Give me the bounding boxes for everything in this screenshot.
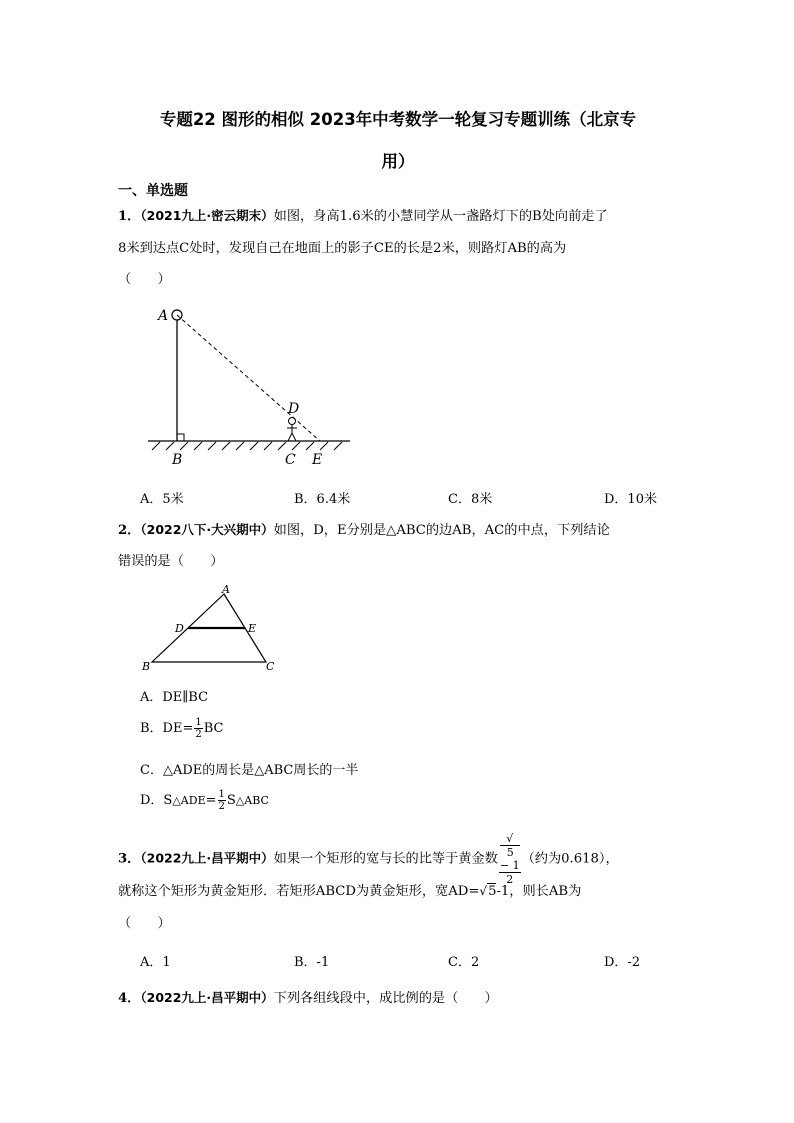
q2-option-a[interactable]: A．DE∥BC [140, 690, 209, 705]
q3-golden-fraction [499, 832, 521, 886]
q3-number: 3． [118, 851, 141, 867]
q1-number: 1． [118, 209, 141, 224]
q1-label-A: A [158, 308, 169, 324]
q2-label-D: D [175, 622, 184, 635]
q2-text1: 如图，D，E分别是△ABC的边AB，AC的中点，下列结论 [273, 523, 610, 538]
q1-text1: 如图，身高1.6米的小慧同学从一盏路灯下的B处向前走了 [273, 209, 608, 224]
q3-text1-post: （约为0.618）， [521, 851, 619, 867]
page-title-line1: 专题22 图形的相似 2023年中考数学一轮复习专题训练（北京专 [159, 110, 637, 129]
section-heading: 一、单选题 [118, 183, 188, 199]
q2-line1 [118, 519, 610, 538]
q2-option-d-eq: = [205, 793, 217, 808]
q1-light-ray [177, 315, 320, 441]
q3-golden-denominator: 2 [506, 873, 514, 886]
q1-option-d[interactable]: D．10米 [604, 492, 657, 507]
q1-figure [140, 300, 360, 470]
q2-option-d-half [218, 789, 226, 812]
q3-text2-pre: 就称这个矩形为黄金矩形．若矩形ABCD为黄金矩形，宽AD= [118, 884, 480, 899]
q2-option-d-sub2: △ABC [235, 794, 269, 807]
q3-text2-post: -1，则长AB为 [496, 884, 582, 899]
q3-option-b[interactable]: B．-1 [294, 955, 330, 970]
q2-number: 2． [118, 523, 141, 538]
q2-option-b-post: BC [203, 721, 224, 736]
q2-label-E: E [248, 622, 257, 635]
q2-label-A: A [222, 583, 230, 596]
q1-label-D: D [288, 401, 300, 417]
page-title-line2: 用） [381, 152, 415, 171]
q2-option-d-pre: D．S [140, 793, 173, 808]
q2-label-C: C [266, 660, 275, 673]
q2-option-d-s: S [226, 793, 236, 808]
q3-line1 [118, 832, 619, 886]
q4-text1: 下列各组线段中，成比例的是（ ） [273, 991, 498, 1006]
q4-number: 4． [118, 991, 141, 1006]
q2-half-num: 1 [195, 717, 202, 728]
q4-source: （2022九上·昌平期中） [140, 990, 274, 1005]
q3-line3: （ ） [118, 916, 171, 931]
q1-source: （2021九上·密云期末） [140, 208, 274, 223]
q1-label-B: B [172, 452, 183, 468]
q1-label-C: C [285, 452, 296, 468]
q3-line2: 就称这个矩形为黄金矩形．若矩形ABCD为黄金矩形，宽AD=√5-1，则长AB为 [118, 884, 582, 899]
q1-option-a[interactable]: A．5米 [140, 492, 184, 507]
q3-golden-numerator: √ 5 − 1 [499, 832, 520, 872]
q2-half-den: 2 [195, 729, 202, 740]
q1-option-b[interactable]: B．6.4米 [294, 492, 351, 507]
q1-ground-hatching [152, 442, 342, 450]
q2-label-B: B [142, 660, 151, 673]
q3-text2-radicand: 5 [488, 884, 497, 899]
q1-line1 [118, 205, 608, 224]
q4-line1 [118, 987, 498, 1006]
q2-option-c[interactable]: C．△ADE的周长是△ABC周长的一半 [140, 763, 359, 778]
q3-golden-radicand: 5 [500, 845, 520, 859]
q1-line2: 8米到达点C处时，发现自己在地面上的影子CE的长是2米，则路灯AB的高为 [118, 241, 567, 256]
q2-option-b[interactable] [140, 717, 223, 740]
q2-d-half-num: 1 [218, 789, 225, 800]
q3-option-a[interactable]: A．1 [140, 955, 171, 970]
q1-label-E: E [312, 452, 323, 468]
q2-line2: 错误的是（ ） [118, 554, 224, 569]
q2-d-half-den: 2 [218, 801, 225, 812]
q1-line3: （ ） [118, 272, 171, 287]
q2-option-b-pre: B．DE= [140, 721, 194, 736]
q3-text1-pre: 如果一个矩形的宽与长的比等于黄金数 [273, 851, 498, 867]
q1-person-icon [287, 418, 297, 442]
q2-option-b-half [194, 717, 202, 740]
q1-right-angle-mark [177, 434, 184, 441]
q2-option-d[interactable] [140, 789, 269, 812]
q2-option-d-sub1: △ADE [172, 794, 206, 807]
q3-source: （2022九上·昌平期中） [140, 850, 274, 866]
q3-option-d[interactable]: D．-2 [604, 955, 641, 970]
q2-source: （2022八下·大兴期中） [140, 522, 274, 537]
q2-figure [138, 582, 288, 674]
q3-option-c[interactable]: C．2 [448, 955, 480, 970]
q1-option-c[interactable]: C．8米 [448, 492, 493, 507]
q3-golden-rest: − 1 [499, 859, 520, 872]
